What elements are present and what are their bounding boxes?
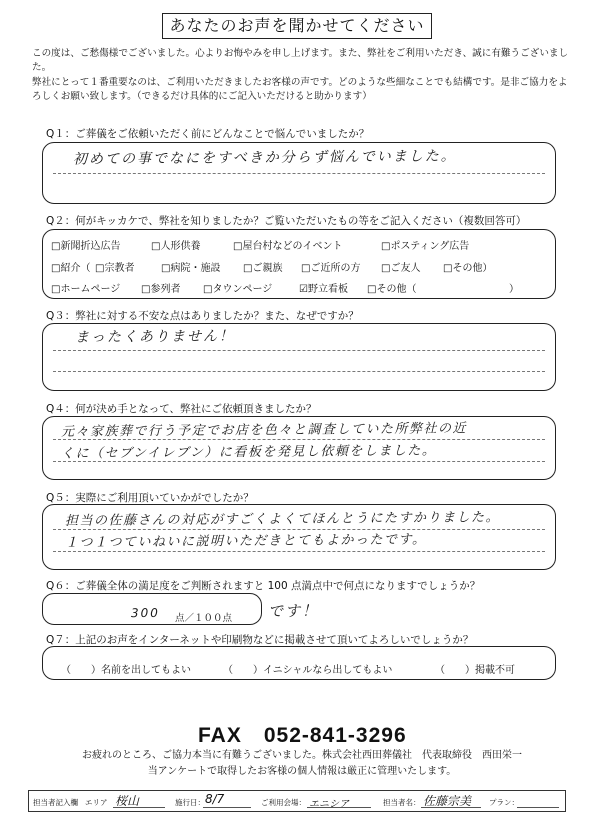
area-underline [113, 807, 165, 808]
hall-underline [307, 807, 371, 808]
q3-answer-box [42, 323, 556, 391]
option-relatives[interactable]: □ご親族 [243, 263, 283, 274]
date-value: 8/7 [205, 792, 225, 806]
q4-label: Q４：何が決め手となって、弊社にご依頼頂きましたか？ [46, 403, 317, 415]
option-friend[interactable]: □ご友人 [381, 263, 421, 274]
option-referral[interactable]: □紹介（ [51, 263, 91, 274]
option-posting[interactable]: □ポスティング広告 [381, 241, 470, 252]
option-doll-memorial[interactable]: □人形供養 [151, 241, 201, 252]
area-label: エリア [85, 798, 108, 807]
person-label: 担当者名： [383, 798, 421, 807]
option-neighbor[interactable]: □ご近所の方 [301, 263, 361, 274]
answer-line [53, 551, 545, 552]
q5-answer-line1: 担当の佐藤さんの対応がすごくよくてほんとうにたすかりました。 [64, 510, 501, 529]
q1-answer: 初めての事でなにをすべきか分らず悩んでいました。 [72, 148, 457, 168]
page-title: あなたのお声を聞かせてください [162, 13, 432, 39]
plan-label: プラン： [489, 798, 519, 807]
q2-options-box [42, 229, 556, 299]
intro-text: この度は、ご愁傷様でございました。心よりお悔やみを申し上げます。また、弊社をご利用いただき、誠に有難うございました。 弊社にとって１番重要なのは、ご利用いただきましたお客様の声です。どのような些細なことでも結構です。是非ご協力をよろしくお願い致します。（できるだけ具体的にご記入いただけると助かります） [32, 48, 569, 103]
q7-options-box [42, 646, 556, 680]
person-underline [421, 807, 481, 808]
option-religious[interactable]: □宗教者 [95, 263, 135, 274]
q4-answer-line1: 元々家族葬で行う予定でお店を色々と調査していた所弊社の近 [60, 421, 468, 440]
q5-answer-line2: １つ１つていねいに説明いただきとてもよかったです。 [64, 532, 427, 551]
q6-label: Q６：ご葬儀全体の満足度をご判断されますと 100 点満点中で何点になりますでしょうか？ [46, 580, 481, 592]
hall-value: エニシア [309, 799, 349, 810]
option-townpage[interactable]: □タウンページ [203, 284, 273, 295]
option-field-signboard[interactable]: ☑野立看板 [299, 284, 348, 295]
q6-score-suffix: 点／１００点 [175, 613, 233, 624]
answer-line [53, 371, 545, 372]
closing-text: お疲れのところ、ご協力本当に有難うございました。株式会社西田葬儀社 代表取締役 西田栄一 当アンケートで取得したお客様の個人情報は厳正に管理いたします。 [82, 750, 522, 777]
q7-label: Q７：上記のお声をインターネットや印刷物などに掲載させて頂いてよろしいでしょうか？ [46, 634, 474, 646]
plan-underline [517, 807, 559, 808]
q7-option-initials-ok[interactable]: （ ）イニシャルなら出してもよい [223, 665, 393, 676]
option-attendee[interactable]: □参列者 [141, 284, 181, 295]
q5-answer-box [42, 504, 556, 570]
q7-option-no-publish[interactable]: （ ）掲載不可 [435, 665, 515, 676]
q6-note: です！ [267, 601, 320, 621]
answer-line [53, 173, 545, 174]
option-other[interactable]: □その他（ [367, 284, 417, 295]
q4-answer-line2: くに（セブンイレブン）に看板を発見し依頼をしました。 [60, 443, 437, 462]
q4-answer-box [42, 416, 556, 480]
person-value: 佐藤宗美 [423, 794, 472, 808]
fax-number: FAX 052-841-3296 [198, 724, 407, 747]
q2-label: Q２：何がキッカケで、弊社を知りましたか？ご覧いただいたもの等をご記入ください（複数回答可） [46, 215, 527, 227]
q6-score-box [42, 593, 262, 625]
q1-label: Q１：ご葬儀をご依頼いただく前にどんなことで悩んでいましたか？ [46, 128, 370, 140]
option-hospital[interactable]: □病院・施設 [161, 263, 221, 274]
q3-label: Q３：弊社に対する不安な点はありましたか？また、なぜですか？ [46, 310, 359, 322]
option-newspaper[interactable]: □新聞折込広告 [51, 241, 121, 252]
q7-option-name-ok[interactable]: （ ）名前を出してもよい [61, 665, 191, 676]
staff-entry-label: 担当者記入欄 [33, 798, 78, 807]
option-homepage[interactable]: □ホームページ [51, 284, 121, 295]
option-event[interactable]: □屋台村などのイベント [233, 241, 343, 252]
q3-answer: まったくありません！ [74, 328, 236, 346]
answer-line [53, 350, 545, 351]
date-label: 施行日： [175, 798, 205, 807]
option-other-referral[interactable]: □その他） [443, 263, 493, 274]
hall-label: ご利用会場： [261, 798, 306, 807]
q6-score: 300 [130, 605, 160, 621]
option-other-close: ） [509, 284, 519, 295]
q1-answer-box [42, 142, 556, 204]
answer-line [53, 461, 545, 462]
area-value: 桜山 [115, 794, 140, 808]
q5-label: Q５：実際にご利用頂いていかがでしたか？ [46, 492, 254, 504]
staff-entry-box [28, 790, 566, 812]
date-underline [203, 807, 251, 808]
